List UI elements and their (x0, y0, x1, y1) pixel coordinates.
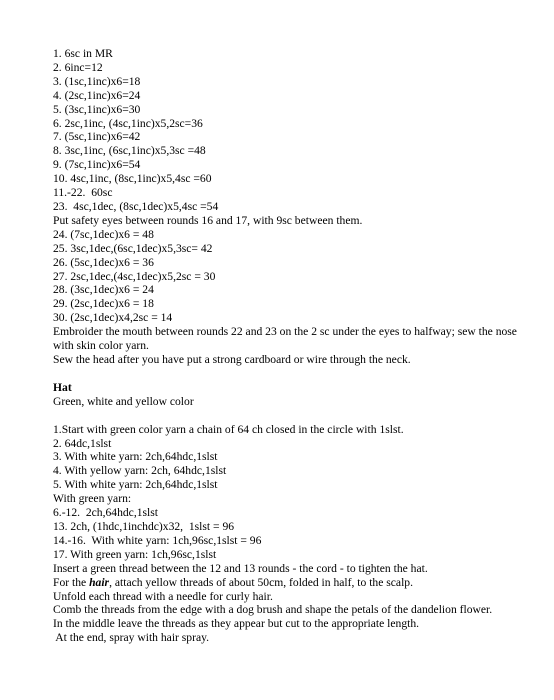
sew-instruction: Sew the head after you have put a strong cardboard or wire through the neck. (53, 352, 411, 366)
round-line: 2. 6inc=12 (53, 60, 103, 74)
round-line: 2. 64dc,1slst (53, 436, 112, 450)
round-line: 24. (7sc,1dec)x6 = 48 (53, 227, 154, 241)
round-line: 29. (2sc,1dec)x6 = 18 (53, 297, 154, 311)
round-line: 7. (5sc,1inc)x6=42 (53, 130, 141, 144)
round-line: 28. (3sc,1dec)x6 = 24 (53, 283, 154, 297)
document-page (53, 47, 523, 645)
spray-instruction: At the end, spray with hair spray. (53, 631, 210, 645)
eyes-instruction: Put safety eyes between rounds 16 and 17, with 9sc between them. (53, 213, 363, 227)
round-line: 17. With green yarn: 1ch,96sc,1slst (53, 547, 217, 561)
round-line: 4. With yellow yarn: 2ch, 64hdc,1slst (53, 464, 227, 478)
hat-rounds-list (53, 423, 523, 562)
round-line: 5. With white yarn: 2ch,64hdc,1slst (53, 478, 218, 492)
hair-instruction (53, 576, 523, 590)
round-line: 3. With white yarn: 2ch,64hdc,1slst (53, 450, 218, 464)
round-line: With green yarn: (53, 492, 132, 506)
comb-instruction: Comb the threads from the edge with a dog brush and shape the petals of the dandelion flower. (53, 603, 493, 617)
round-line: 9. (7sc,1inc)x6=54 (53, 158, 141, 172)
head-rounds-list (53, 47, 523, 214)
round-line: 13. 2ch, (1hdc,1inchdc)x32, 1slst = 96 (53, 520, 235, 533)
round-line: 27. 2sc,1dec,(4sc,1dec)x5,2sc = 30 (53, 269, 216, 283)
round-line: 26. (5sc,1dec)x6 = 36 (53, 255, 154, 269)
hair-text-before: For the (53, 575, 90, 589)
head-rounds-list-2 (53, 228, 523, 325)
section-gap (53, 367, 523, 381)
hat-colors: Green, white and yellow color (53, 394, 194, 408)
round-line: 3. (1sc,1inc)x6=18 (53, 74, 141, 88)
hair-text-after: , attach yellow threads of about 50cm, folded in half, to the scalp. (109, 575, 413, 589)
round-line: 11.-22. 60sc (53, 186, 113, 200)
round-line: 8. 3sc,1inc, (6sc,1inc)x5,3sc =48 (53, 144, 206, 158)
round-line: 25. 3sc,1dec,(6sc,1dec)x5,3sc= 42 (53, 241, 213, 255)
round-line: 30. (2sc,1dec)x4,2sc = 14 (53, 311, 173, 325)
middle-instruction: In the middle leave the threads as they appear but cut to the appropriate length. (53, 617, 420, 631)
round-line: 1.Start with green color yarn a chain of 64 ch closed in the circle with 1slst. (53, 422, 404, 436)
mouth-instruction: Embroider the mouth between rounds 22 and 23 on the 2 sc under the eyes to halfway; sew the nose with skin color yarn. (53, 325, 517, 353)
round-line: 23. 4sc,1dec, (8sc,1dec)x5,4sc =54 (53, 199, 219, 213)
hair-emphasis: hair (89, 575, 110, 589)
unfold-instruction: Unfold each thread with a needle for curly hair. (53, 589, 273, 603)
round-line: 1. 6sc in MR (53, 47, 113, 60)
round-line: 4. (2sc,1inc)x6=24 (53, 88, 141, 102)
round-line: 6. 2sc,1inc, (4sc,1inc)x5,2sc=36 (53, 116, 203, 130)
hat-heading: Hat (53, 380, 72, 394)
round-line: 14.-16. With white yarn: 1ch,96sc,1slst = 96 (53, 533, 262, 547)
section-gap (53, 409, 523, 423)
round-line: 5. (3sc,1inc)x6=30 (53, 102, 141, 116)
round-line: 6.-12. 2ch,64hdc,1slst (53, 506, 158, 520)
round-line: 10. 4sc,1inc, (8sc,1inc)x5,4sc =60 (53, 172, 212, 186)
cord-instruction: Insert a green thread between the 12 and 13 rounds - the cord - to tighten the hat. (53, 561, 428, 575)
